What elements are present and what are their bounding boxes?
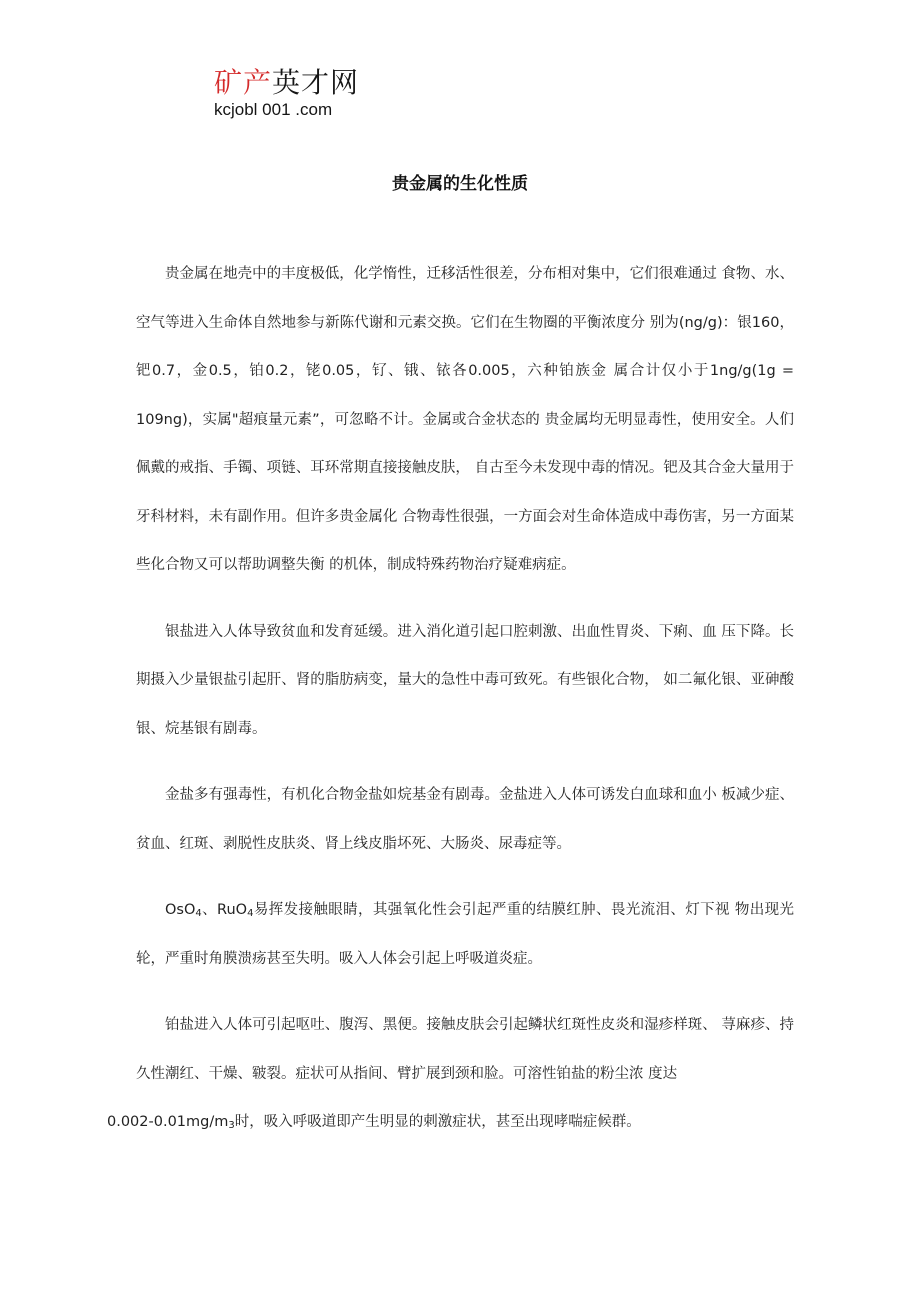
paragraph-5-text: 铂盐进入人体可引起呕吐、腹泻、黑便。接触皮肤会引起鳞状红斑性皮炎和湿疹样斑、 荨麻疹、持久性潮红、干燥、皲裂。症状可从指间、臂扩展到颈和脸。可溶性铂盐的粉尘浓 度达 [136,1017,794,1082]
paragraph-2: 银盐进入人体导致贫血和发育延缓。进入消化道引起口腔刺激、出血性胃炎、下痢、血 压下降。长期摄入少量银盐引起肝、肾的脂肪病变，量大的急性中毒可致死。有些银化合物， 如二氟化银、亚砷酸银、烷基银有剧毒。 [136,623,794,737]
paragraph-3: 金盐多有强毒性，有机化合物金盐如烷基金有剧毒。金盐进入人体可诱发白血球和血小 板减少症、贫血、红斑、剥脱性皮肤炎、肾上线皮脂坏死、大肠炎、尿毒症等。 [136,787,794,852]
formula-ruo4: RuO$_4$ [217,902,254,919]
paragraph-5-tail: 时，吸入呼吸道即产生明显的刺激症状，甚至出现哮喘症候群。 [234,1114,641,1130]
paragraph-4: OsO$_4$、RuO$_4$易挥发接触眼睛，其强氧化性会引起严重的结膜红肿、畏光流泪、灯下视 物出现光轮，严重时角膜溃疡甚至失明。吸入人体会引起上呼吸道炎症。 [136,902,795,967]
paragraph-5 [107,1001,794,1147]
paragraph-4-text: 易挥发接触眼睛，其强氧化性会引起严重的结膜红肿、畏光流泪、灯下视 物出现光轮，严重时角膜溃疡甚至失明。吸入人体会引起上呼吸道炎症。 [136,902,795,967]
document-body [107,250,795,1147]
formula-oso4: OsO$_4$ [165,902,202,919]
document-title: 贵金属的生化性质 [392,174,528,194]
logo-red-text: 矿产 [214,66,273,99]
logo-black-text: 英才网 [272,66,360,99]
paragraph-1: 贵金属在地壳中的丰度极低，化学惰性，迁移活性很差，分布相对集中，它们很难通过 食物、水、空气等进入生命体自然地参与新陈代谢和元素交换。它们在生物圈的平衡浓度分 别为(ng/g)：银160， 钯0.7，金0.5，铂0.2，铑0.05，钌、锇、铱各0.005，六种铂族金 属合计仅小于1ng/g(1g = 109ng)，实属"超痕量元素”，可忽略不计。金属或合金状态的 贵金属均无明显毒性，使用安全。人们佩戴的戒指、手镯、项链、耳环常期直接接触皮肤， 自古至今未发现中毒的情况。钯及其合金大量用于牙科材料，未有副作用。但许多贵金属化 合物毒性很强，一方面会对生命体造成中毒伤害，另一方面某些化合物又可以帮助调整失衡 的机体，制成特殊药物治疗疑难病症。 [136,266,794,573]
site-logo[interactable] [214,66,414,120]
logo-url: kcjobl 001 .com [214,100,333,119]
concentration-value: $0.002-0.01mg/m_3$ [107,1114,235,1131]
logo-title [214,66,414,100]
